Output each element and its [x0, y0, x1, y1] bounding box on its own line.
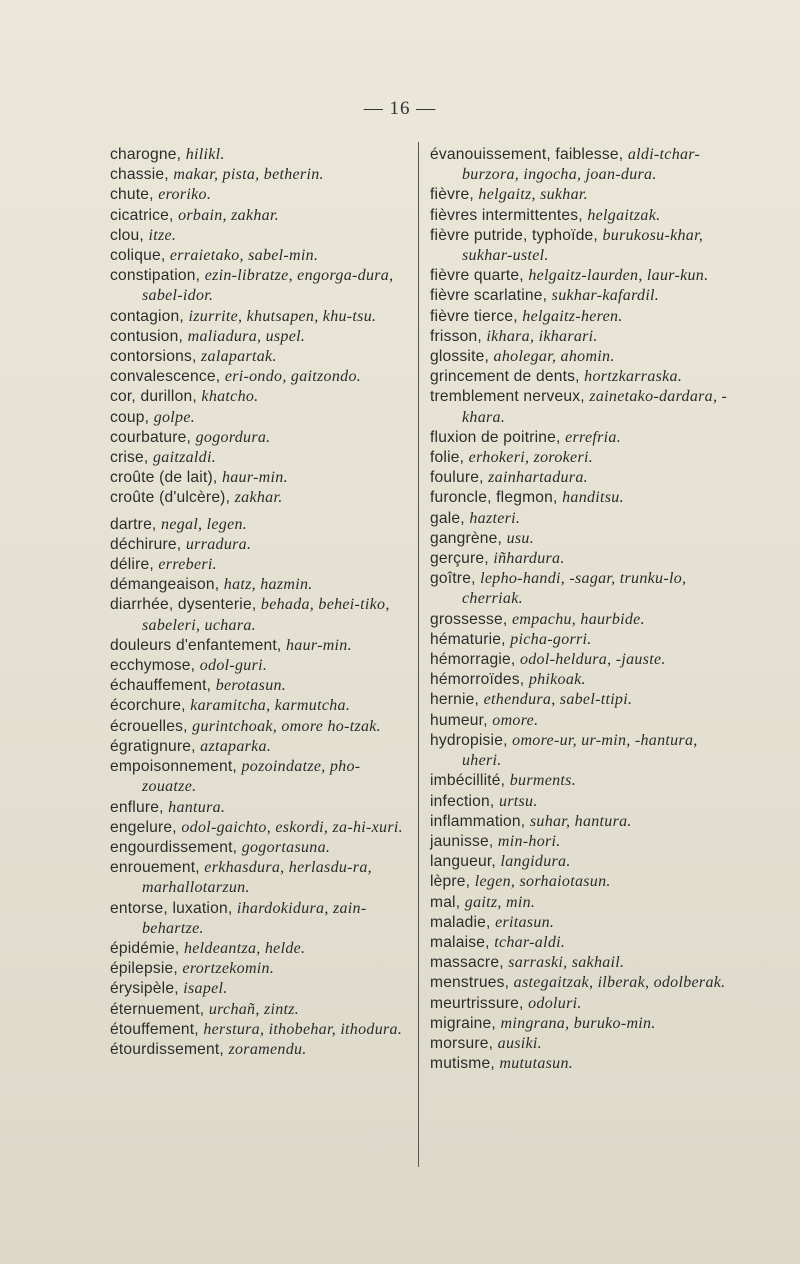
entry-translation: erraietako, sabel-min.	[169, 247, 319, 265]
entry-translation: helgaitz-laurden, laur-kun.	[528, 267, 709, 285]
entry-translation: empachu, haurbide.	[511, 610, 645, 628]
entry-headword: folie,	[430, 449, 469, 467]
entry-translation: picha-gorri.	[510, 630, 592, 648]
entry-translation: tchar-aldi.	[494, 933, 566, 951]
entry-headword: ecchymose,	[110, 657, 200, 675]
dictionary-entry	[430, 1054, 738, 1074]
entry-translation: erreberi.	[158, 556, 217, 574]
dictionary-entry	[110, 266, 410, 306]
entry-headword: grossesse,	[430, 610, 512, 628]
entry-headword: foulure,	[430, 469, 489, 487]
dictionary-entry	[430, 670, 738, 690]
page-number: — 16 —	[363, 98, 437, 119]
entry-translation: hantura.	[168, 798, 226, 816]
dictionary-entry	[110, 1020, 410, 1040]
entry-headword: gangrène,	[430, 529, 507, 547]
entry-translation: izurrite, khutsapen, khu-tsu.	[188, 307, 377, 325]
dictionary-entry	[110, 347, 410, 367]
entry-headword: chassie,	[110, 166, 174, 184]
entry-translation: ikhara, ikharari.	[486, 327, 598, 345]
entry-translation: gurintchoak, omore ho-tzak.	[192, 717, 381, 735]
entry-translation: mututasun.	[499, 1055, 574, 1073]
dictionary-entry	[430, 852, 738, 872]
entry-headword: étourdissement,	[110, 1040, 229, 1058]
dictionary-entry	[430, 488, 738, 508]
entry-translation: behada, behei-tiko, sabeleri, uchara.	[142, 596, 390, 634]
entry-translation: karamitcha, karmutcha.	[190, 697, 351, 715]
dictionary-entry	[430, 428, 738, 448]
entry-translation: haur-min.	[221, 469, 288, 487]
dictionary-entry	[110, 246, 410, 266]
dictionary-entry	[110, 165, 410, 185]
entry-translation: handitsu.	[562, 489, 624, 507]
dictionary-entry	[110, 959, 410, 979]
entry-headword: croûte (de lait),	[110, 469, 222, 487]
entry-translation: suhar, hantura.	[529, 812, 632, 830]
entry-headword: érysipèle,	[110, 980, 184, 998]
entry-headword: hématurie,	[430, 630, 511, 648]
dictionary-entry	[110, 535, 410, 555]
entry-headword: glossite,	[430, 348, 494, 366]
entry-translation: odol-gaichto, eskordi, za-hi-xuri.	[181, 818, 403, 836]
entry-translation: odol-guri.	[199, 657, 268, 675]
entry-headword: mutisme,	[430, 1055, 500, 1073]
left-column	[110, 145, 410, 1060]
entry-translation: hatz, hazmin.	[223, 576, 313, 594]
dictionary-entry	[430, 994, 738, 1014]
entry-headword: lèpre,	[430, 873, 475, 891]
dictionary-entry	[430, 650, 738, 670]
entry-translation: hilikl.	[185, 146, 225, 163]
dictionary-entry	[430, 872, 738, 892]
entry-translation: herstura, ithobehar, ithodura.	[203, 1020, 403, 1038]
entry-headword: entorse, luxation,	[110, 899, 237, 917]
entry-translation: berotasun.	[215, 677, 287, 695]
entry-headword: coup,	[110, 408, 154, 426]
entry-translation: sarraski, sakhail.	[508, 954, 625, 972]
dictionary-entry	[110, 387, 410, 407]
dictionary-entry	[430, 1034, 738, 1054]
entry-headword: clou,	[110, 226, 149, 244]
entry-headword: fièvre,	[430, 186, 479, 204]
entry-headword: constipation,	[110, 267, 205, 285]
entry-translation: odoluri.	[528, 994, 582, 1012]
entry-translation: ihardokidura, zain-behartze.	[142, 899, 367, 937]
entry-headword: épidémie,	[110, 939, 184, 957]
dictionary-entry	[110, 206, 410, 226]
entry-headword: mal,	[430, 893, 465, 911]
entry-headword: menstrues,	[430, 974, 514, 992]
entry-headword: inflammation,	[430, 812, 530, 830]
dictionary-entry	[430, 1014, 738, 1034]
entry-translation: zakhar.	[234, 489, 283, 507]
entry-headword: enrouement,	[110, 859, 205, 877]
entry-translation: lepho-handi, -sagar, trunku-lo, cherriak.	[462, 570, 687, 608]
dictionary-entry	[110, 656, 410, 676]
dictionary-entry	[430, 206, 738, 226]
entry-translation: usu.	[506, 529, 535, 547]
entry-translation: helgaitzak.	[587, 206, 661, 224]
dictionary-entry	[110, 1040, 410, 1060]
entry-translation: urradura.	[185, 535, 252, 553]
entry-headword: gerçure,	[430, 550, 494, 568]
dictionary-entry	[430, 792, 738, 812]
entry-translation: maliadura, uspel.	[187, 327, 306, 345]
dictionary-entry	[110, 636, 410, 656]
dictionary-entry	[430, 468, 738, 488]
entry-headword: malaise,	[430, 933, 495, 951]
entry-translation: mingrana, buruko-min.	[500, 1014, 656, 1032]
entry-headword: douleurs d'enfantement,	[110, 636, 286, 654]
entry-headword: courbature,	[110, 428, 196, 446]
entry-translation: erkhasdura, herlasdu-ra, marhallotarzun.	[142, 859, 372, 897]
entry-translation: ausiki.	[497, 1034, 542, 1052]
entry-translation: zainhartadura.	[488, 469, 588, 487]
dictionary-entry	[430, 327, 738, 347]
entry-headword: engelure,	[110, 818, 182, 836]
entry-headword: grincement de dents,	[430, 368, 585, 386]
entry-headword: cicatrice,	[110, 206, 179, 224]
entry-translation: aholegar, ahomin.	[493, 348, 615, 366]
dictionary-entry	[110, 1000, 410, 1020]
dictionary-entry	[110, 327, 410, 347]
entry-translation: ezin-libratze, engorga-dura, sabel-idor.	[142, 267, 394, 305]
dictionary-entry	[430, 731, 738, 771]
entry-headword: meurtrissure,	[430, 994, 529, 1012]
entry-headword: écorchure,	[110, 697, 191, 715]
entry-headword: humeur,	[430, 711, 493, 729]
dictionary-entry	[110, 899, 410, 939]
dictionary-entry	[110, 555, 410, 575]
dictionary-entry	[110, 696, 410, 716]
entry-headword: charogne,	[110, 146, 186, 163]
entry-headword: fièvre quarte,	[430, 267, 529, 285]
dictionary-entry	[110, 717, 410, 737]
entry-headword: cor, durillon,	[110, 388, 202, 406]
entry-translation: makar, pista, betherin.	[173, 166, 324, 184]
entry-translation: zainetako-dardara, -khara.	[462, 388, 728, 426]
dictionary-entry	[430, 226, 738, 266]
entry-headword: massacre,	[430, 954, 509, 972]
entry-translation: legen, sorhaiotasun.	[474, 873, 611, 891]
entry-headword: frisson,	[430, 327, 487, 345]
entry-headword: échauffement,	[110, 677, 216, 695]
dictionary-entry	[110, 676, 410, 696]
entry-translation: itze.	[148, 226, 177, 244]
dictionary-entry	[110, 428, 410, 448]
dictionary-entry	[110, 185, 410, 205]
entry-translation: helgaitz, sukhar.	[478, 186, 588, 204]
entry-translation: pozoindatze, pho-zouatze.	[142, 758, 361, 796]
dictionary-entry	[110, 757, 410, 797]
entry-headword: contagion,	[110, 307, 189, 325]
entry-headword: fièvre putride, typhoïde,	[430, 226, 603, 244]
dictionary-entry	[430, 711, 738, 731]
entry-headword: écrouelles,	[110, 717, 193, 735]
entry-translation: eri-ondo, gaitzondo.	[224, 368, 362, 386]
dictionary-entry	[430, 448, 738, 468]
entry-translation: heldeantza, helde.	[183, 939, 306, 957]
entry-translation: orbain, zakhar.	[178, 206, 280, 224]
dictionary-entry	[110, 858, 410, 898]
entry-translation: erhokeri, zorokeri.	[468, 449, 594, 467]
entry-translation: min-hori.	[497, 832, 561, 850]
entry-headword: fièvres intermittentes,	[430, 206, 588, 224]
entry-translation: omore.	[492, 711, 539, 729]
entry-headword: contusion,	[110, 327, 188, 345]
entry-translation: burukosu-khar, sukhar-ustel.	[462, 226, 704, 265]
entry-headword: colique,	[110, 247, 170, 265]
entry-headword: gale,	[430, 509, 470, 527]
entry-headword: étouffement,	[110, 1020, 204, 1038]
dictionary-entry	[430, 286, 738, 306]
entry-headword: croûte (d'ulcère),	[110, 489, 235, 507]
dictionary-entry	[110, 798, 410, 818]
entry-translation: gaitzaldi.	[153, 449, 217, 467]
entry-translation: errefria.	[565, 428, 621, 446]
entry-headword: goître,	[430, 570, 481, 588]
dictionary-entry	[430, 569, 738, 609]
entry-translation: phikoak.	[528, 671, 586, 689]
entry-headword: enflure,	[110, 798, 169, 816]
entry-headword: délire,	[110, 556, 159, 574]
dictionary-entry	[110, 367, 410, 387]
dictionary-entry	[110, 838, 410, 858]
entry-translation: haur-min.	[285, 636, 352, 654]
entry-translation: astegaitzak, ilberak, odolberak.	[513, 974, 726, 992]
entry-headword: maladie,	[430, 913, 496, 931]
entry-headword: langueur,	[430, 853, 501, 871]
entry-translation: negal, legen.	[161, 515, 248, 533]
entry-translation: helgaitz-heren.	[522, 307, 623, 325]
dictionary-entry	[430, 145, 738, 185]
entry-translation: khatcho.	[201, 388, 259, 406]
entry-headword: éternuement,	[110, 1000, 209, 1018]
dictionary-entry	[110, 145, 410, 165]
entry-translation: omore-ur, ur-min, -hantura, uheri.	[462, 731, 698, 770]
entry-headword: morsure,	[430, 1034, 498, 1052]
entry-headword: évanouissement, faiblesse,	[430, 146, 628, 163]
dictionary-entry	[430, 185, 738, 205]
entry-translation: aldi-tchar-burzora, ingocha, joan-dura.	[462, 146, 701, 184]
dictionary-entry	[110, 488, 410, 508]
entry-translation: burments.	[509, 772, 576, 790]
entry-headword: déchirure,	[110, 535, 186, 553]
entry-headword: hémorragie,	[430, 651, 520, 669]
column-divider	[418, 142, 419, 1167]
entry-headword: égratignure,	[110, 737, 201, 755]
dictionary-entry	[430, 307, 738, 327]
entry-headword: hernie,	[430, 691, 484, 709]
dictionary-entry	[110, 595, 410, 635]
entry-headword: fièvre tierce,	[430, 307, 523, 325]
entry-headword: hydropisie,	[430, 731, 513, 749]
entry-translation: eroriko.	[158, 186, 212, 204]
entry-translation: zalapartak.	[201, 348, 277, 366]
entry-translation: iñhardura.	[493, 550, 565, 568]
entry-translation: ethendura, sabel-ttipi.	[483, 691, 633, 709]
dictionary-entry	[110, 737, 410, 757]
dictionary-entry	[110, 307, 410, 327]
dictionary-entry	[430, 690, 738, 710]
entry-headword: empoisonnement,	[110, 758, 242, 776]
dictionary-entry	[110, 939, 410, 959]
entry-headword: fièvre scarlatine,	[430, 287, 552, 305]
dictionary-entry	[430, 549, 738, 569]
dictionary-entry	[110, 818, 410, 838]
entry-translation: gaitz, min.	[464, 893, 536, 911]
dictionary-entry	[430, 832, 738, 852]
entry-translation: odol-heldura, -jauste.	[519, 651, 666, 669]
dictionary-entry	[430, 509, 738, 529]
entry-headword: engourdissement,	[110, 838, 242, 856]
entry-translation: zoramendu.	[228, 1040, 307, 1058]
entry-headword: chute,	[110, 186, 159, 204]
entry-headword: hémorroïdes,	[430, 671, 529, 689]
dictionary-entry	[110, 515, 410, 535]
entry-translation: urchañ, zintz.	[208, 1000, 300, 1018]
dictionary-entry	[430, 973, 738, 993]
entry-headword: crise,	[110, 449, 153, 467]
entry-headword: fluxion de poitrine,	[430, 428, 566, 446]
entry-headword: contorsions,	[110, 348, 202, 366]
dictionary-entry	[110, 979, 410, 999]
entry-headword: imbécillité,	[430, 772, 510, 790]
entry-translation: langidura.	[500, 853, 571, 871]
entry-headword: infection,	[430, 792, 499, 810]
entry-headword: tremblement nerveux,	[430, 388, 590, 406]
dictionary-entry	[430, 347, 738, 367]
entry-headword: migraine,	[430, 1014, 501, 1032]
dictionary-entry	[430, 771, 738, 791]
dictionary-entry	[430, 266, 738, 286]
dictionary-entry	[430, 529, 738, 549]
entry-translation: aztaparka.	[200, 737, 272, 755]
entry-headword: épilepsie,	[110, 960, 183, 978]
dictionary-entry	[110, 408, 410, 428]
entry-translation: urtsu.	[498, 792, 538, 810]
dictionary-entry	[430, 812, 738, 832]
dictionary-entry	[430, 610, 738, 630]
entry-translation: gogortasuna.	[241, 838, 331, 856]
entry-translation: hortzkarraska.	[584, 368, 683, 386]
entry-headword: diarrhée, dysenterie,	[110, 596, 261, 614]
dictionary-entry	[430, 953, 738, 973]
dictionary-entry	[430, 933, 738, 953]
dictionary-entry	[110, 226, 410, 246]
entry-translation: golpe.	[153, 408, 196, 426]
dictionary-entry	[110, 468, 410, 488]
dictionary-entry	[430, 630, 738, 650]
entry-headword: démangeaison,	[110, 576, 224, 594]
entry-translation: sukhar-kafardil.	[551, 287, 660, 305]
dictionary-entry	[430, 367, 738, 387]
dictionary-entry	[430, 387, 738, 427]
entry-headword: furoncle, flegmon,	[430, 489, 563, 507]
entry-translation: hazteri.	[469, 509, 521, 527]
dictionary-entry	[110, 448, 410, 468]
entry-translation: erortzekomin.	[182, 960, 275, 978]
right-column	[430, 145, 738, 1074]
entry-translation: gogordura.	[195, 428, 271, 446]
entry-headword: jaunisse,	[430, 832, 498, 850]
entry-headword: convalescence,	[110, 368, 225, 386]
entry-translation: isapel.	[183, 980, 228, 998]
entry-headword: dartre,	[110, 515, 162, 533]
dictionary-entry	[430, 893, 738, 913]
dictionary-entry	[110, 575, 410, 595]
dictionary-entry	[430, 913, 738, 933]
entry-translation: eritasun.	[495, 913, 555, 931]
